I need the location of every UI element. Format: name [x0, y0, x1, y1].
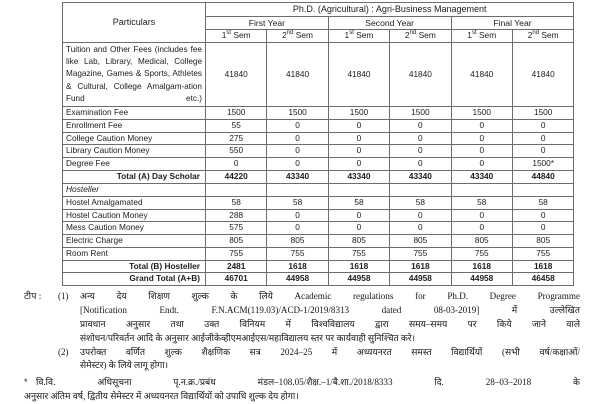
header-sem-6: 2nd Sem [512, 29, 573, 42]
header-sem-4: 2nd Sem [390, 29, 451, 42]
cell-value: 0 [451, 132, 512, 145]
row-label: College Caution Money [63, 132, 206, 145]
table-row [63, 235, 574, 248]
cell-value: 0 [267, 222, 328, 235]
cell-value: 1618 [328, 260, 389, 273]
table-row [63, 222, 574, 235]
note-item-star [24, 376, 580, 390]
cell-value: 43340 [267, 171, 328, 184]
cell-value [451, 183, 512, 196]
cell-value: 0 [451, 158, 512, 171]
cell-value: 0 [390, 119, 451, 132]
note-item-1 [24, 290, 580, 304]
note-1-line-1: अन्य देय शिक्षण शुल्क के लिये Academic regulations for Ph.D. Degree Programme [80, 291, 580, 301]
cell-value: 0 [451, 145, 512, 158]
cell-value: 755 [451, 247, 512, 260]
cell-value: 44220 [206, 171, 267, 184]
cell-value: 0 [267, 132, 328, 145]
note-2-number: (2) [58, 346, 69, 357]
table-row [63, 158, 574, 171]
note-star-line-1: वि.वि. अधिसूचना पृ.न.क्र./प्रबंध मंडल–108.05/शैक्ष.–1/बै.शा./2018/8333 दि. 28–03–2018 के [36, 377, 580, 388]
cell-value: 44958 [328, 273, 389, 286]
cell-value: 1618 [267, 260, 328, 273]
header-year-second: Second Year [328, 16, 451, 29]
cell-value: 805 [451, 235, 512, 248]
cell-value: 41840 [512, 42, 573, 106]
note-1-line-2: [Notification Endt. F.N.ACM(119.03)/ACD-1/2019/8313 dated 08-03-2019] में उल्लेखित [80, 305, 580, 316]
cell-value: 1500 [390, 107, 451, 120]
cell-value: 755 [206, 247, 267, 260]
fee-table-container [62, 2, 572, 286]
table-row [63, 145, 574, 158]
note-1-line-3: प्रावधान अनुसार तथा उक्त विनियम में विश्वविद्यालय द्वारा समय–समय पर किये जाने वाले [80, 318, 580, 329]
cell-value: 755 [267, 247, 328, 260]
cell-value: 288 [206, 209, 267, 222]
table-row [63, 171, 574, 184]
header-sem-3: 1st Sem [328, 29, 389, 42]
header-year-first: First Year [206, 16, 329, 29]
asterisk-marker: * [24, 377, 28, 388]
cell-value: 0 [328, 132, 389, 145]
table-row [63, 273, 574, 286]
cell-value: 46701 [206, 273, 267, 286]
row-label: Degree Fee [63, 158, 206, 171]
table-row [63, 183, 574, 196]
note-star-line-2: अनुसार अंतिम वर्ष, द्वितीय सेमेस्टर में अध्ययनरत विद्यार्थियों को उपाधि शुल्क देय होगा। [24, 391, 299, 401]
cell-value: 43340 [451, 171, 512, 184]
cell-value: 805 [267, 235, 328, 248]
cell-value: 44958 [390, 273, 451, 286]
cell-value: 275 [206, 132, 267, 145]
row-label: Mess Caution Money [63, 222, 206, 235]
cell-value: 41840 [206, 42, 267, 106]
cell-value: 805 [328, 235, 389, 248]
cell-value: 44958 [267, 273, 328, 286]
row-label: Tuition and Other Fees (includes fee like Lab, Library, Medical, College Magazine, Games & Sports, Athletes & Cultural, College Amalgam-ation Fund etc.) [63, 42, 206, 106]
cell-value: 0 [451, 119, 512, 132]
cell-value: 58 [206, 196, 267, 209]
header-programme: Ph.D. (Agricultural) : Agri-Business Management [206, 3, 574, 17]
cell-value: 1500 [512, 107, 573, 120]
header-sem-2: 2nd Sem [267, 29, 328, 42]
cell-value: 46458 [512, 273, 573, 286]
cell-value: 0 [390, 145, 451, 158]
table-row [63, 196, 574, 209]
table-row [63, 247, 574, 260]
cell-value: 58 [267, 196, 328, 209]
header-row-programme [63, 3, 574, 17]
cell-value: 0 [451, 222, 512, 235]
cell-value: 41840 [390, 42, 451, 106]
cell-value: 805 [390, 235, 451, 248]
row-label: Electric Charge [63, 235, 206, 248]
cell-value: 44840 [512, 171, 573, 184]
cell-value: 805 [206, 235, 267, 248]
header-sem-1: 1st Sem [206, 29, 267, 42]
table-row [63, 42, 574, 106]
note-2-line-2: सेमेस्टर) के लिये लागू होगा। [80, 360, 169, 371]
cell-value: 0 [328, 222, 389, 235]
cell-value: 2481 [206, 260, 267, 273]
cell-value: 55 [206, 119, 267, 132]
row-label: Library Caution Money [63, 145, 206, 158]
cell-value: 1500* [512, 158, 573, 171]
header-particulars: Particulars [63, 3, 206, 43]
cell-value: 0 [512, 209, 573, 222]
cell-value: 58 [328, 196, 389, 209]
cell-value: 44958 [451, 273, 512, 286]
note-1-number: (1) [58, 291, 69, 301]
cell-value: 0 [328, 119, 389, 132]
cell-value: 550 [206, 145, 267, 158]
row-label: Total (A) Day Scholar [63, 171, 206, 184]
cell-value [512, 183, 573, 196]
cell-value [328, 183, 389, 196]
cell-value: 58 [451, 196, 512, 209]
cell-value: 0 [328, 145, 389, 158]
footnotes-block [24, 290, 580, 404]
table-row [63, 260, 574, 273]
table-row [63, 209, 574, 222]
cell-value: 0 [267, 145, 328, 158]
row-label: Enrollment Fee [63, 119, 206, 132]
note-item-2 [24, 346, 580, 360]
table-row [63, 107, 574, 120]
cell-value [206, 183, 267, 196]
cell-value: 0 [512, 132, 573, 145]
cell-value: 0 [328, 158, 389, 171]
cell-value: 0 [390, 222, 451, 235]
row-label: Hostel Caution Money [63, 209, 206, 222]
cell-value: 41840 [328, 42, 389, 106]
cell-value: 0 [328, 209, 389, 222]
row-label: Hostel Amalgamated [63, 196, 206, 209]
cell-value: 41840 [451, 42, 512, 106]
cell-value: 43340 [328, 171, 389, 184]
cell-value: 755 [390, 247, 451, 260]
cell-value: 1500 [328, 107, 389, 120]
row-label: Examination Fee [63, 107, 206, 120]
cell-value: 58 [390, 196, 451, 209]
cell-value: 0 [512, 145, 573, 158]
cell-value: 0 [390, 209, 451, 222]
cell-value: 43340 [390, 171, 451, 184]
cell-value: 755 [328, 247, 389, 260]
cell-value: 1500 [267, 107, 328, 120]
cell-value: 805 [512, 235, 573, 248]
row-label: Grand Total (A+B) [63, 273, 206, 286]
cell-value: 0 [512, 119, 573, 132]
header-year-final: Final Year [451, 16, 574, 29]
cell-value: 58 [512, 196, 573, 209]
row-label: Hosteller [63, 183, 206, 196]
cell-value: 0 [206, 158, 267, 171]
table-row [63, 119, 574, 132]
cell-value: 0 [267, 158, 328, 171]
fee-structure-table [62, 2, 574, 286]
cell-value: 0 [451, 209, 512, 222]
note-1-line-4: संशोधन/परिवर्तन आदि के अनुसार आईजीकेव्हीएमआईएस/महाविद्यालय स्तर पर कार्यवाही सुनिश्चित करे। [80, 332, 416, 343]
cell-value: 1500 [451, 107, 512, 120]
table-body [63, 42, 574, 286]
cell-value: 0 [512, 222, 573, 235]
cell-value [390, 183, 451, 196]
cell-value: 0 [390, 132, 451, 145]
note-2-line-1: उपरोक्त वर्णित शुल्क शैक्षणिक सत्र 2024–25 में अध्ययनरत समस्त विद्यार्थियों (सभी वर्ष/कक्षाओं/ [80, 346, 580, 357]
note-tag-label: टीप : [24, 292, 42, 302]
cell-value: 1618 [390, 260, 451, 273]
cell-value: 1618 [451, 260, 512, 273]
cell-value: 0 [390, 158, 451, 171]
row-label: Room Rent [63, 247, 206, 260]
cell-value: 0 [267, 119, 328, 132]
header-sem-5: 1st Sem [451, 29, 512, 42]
table-row [63, 132, 574, 145]
cell-value [267, 183, 328, 196]
cell-value: 575 [206, 222, 267, 235]
table-header [63, 3, 574, 43]
row-label: Total (B) Hosteller [63, 260, 206, 273]
cell-value: 41840 [267, 42, 328, 106]
cell-value: 755 [512, 247, 573, 260]
cell-value: 1500 [206, 107, 267, 120]
cell-value: 1618 [512, 260, 573, 273]
cell-value: 0 [267, 209, 328, 222]
